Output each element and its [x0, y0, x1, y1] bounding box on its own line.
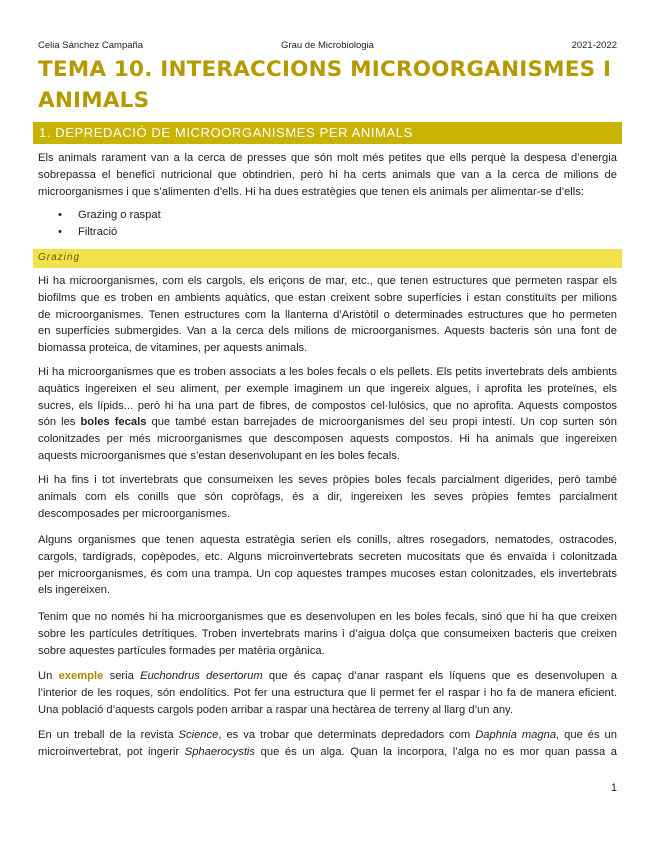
text-run: , que és un	[556, 729, 617, 741]
species-name: Sphaerocystis	[184, 745, 256, 758]
paragraph-7	[38, 727, 617, 761]
intro-paragraph	[38, 150, 617, 200]
text-run: que és un alga. Quan la incorpora, l’alga no es mor quan passa a	[255, 745, 618, 758]
header-author: Celia Sánchez Campaña	[38, 40, 144, 51]
text-line: sucres, els lípids... però hi ha una part de fibres, de compostos cel·lulòsics, que no aprofita. Aquests compostos	[38, 399, 617, 412]
species-name: Euchondrus desertorum	[140, 670, 263, 682]
text-line	[38, 744, 617, 761]
text-run: que també estan barrejades de microorganismes del seu propi intestí. Un cop surten són	[146, 416, 617, 429]
text-line: sobre les partícules detrítiques. Troben invertebrats marins i d’aigua dolça que consumeixen bacteris que creixen	[38, 627, 617, 640]
text-line: Hi ha fins i tot invertebrats que consumeixen les seves pròpies boles fecals parcialment digerides, però també	[38, 474, 617, 486]
text-line: biomassa proteica, de vitamines, per aquests animals.	[38, 342, 308, 355]
text-line	[38, 414, 617, 431]
subsection-heading: Grazing	[38, 252, 81, 263]
text-line	[38, 668, 617, 685]
page-header	[38, 40, 617, 52]
text-line: Hi ha microorganismes que es troben associats a les boles fecals o els pellets. Els petits invertebrats dels ambients	[38, 366, 617, 378]
title-line-1: TEMA 10. INTERACCIONS MICROORGANISMES I	[38, 57, 612, 82]
text-line: microorganismes i que s’alimenten d’ells. Hi ha dues estratègies que tenen els animals per alimentar-se d’ells:	[38, 185, 584, 198]
text-line: Alguns organismes que tenen aquesta estratègia serien els conills, altres rosegadors, nematodes, ostracodes,	[38, 534, 617, 546]
text-line: animals com els conills que són copròfags, és a dir, ingereixen les seves pròpies femtes parcialment	[38, 490, 617, 503]
text-line: cargols, tardígrads, copèpodes, etc. Alguns microinvertebrats secreten mucositats que és envaïda i colonitzada	[38, 550, 617, 563]
section-heading: 1. DEPREDACIÓ DE MICROORGANISMES PER ANIMALS	[39, 125, 413, 140]
strategy-list	[58, 207, 161, 241]
text-line: Els animals rarament van a la cerca de presses que són molt més petites que ells perquè la despesa d’energia	[38, 152, 617, 164]
list-item: • Filtració	[58, 224, 161, 241]
list-item: • Grazing o raspat	[58, 207, 161, 224]
header-year: 2021-2022	[571, 40, 617, 51]
text-line: aquests microorganismes que s’estan desenvolupant en les boles fecals.	[38, 449, 400, 462]
text-line: sobrepassa el benefici nutricional que obtindrien, però hi ha certs animals que van a la cerca de milions de	[38, 168, 617, 181]
example-keyword: exemple	[58, 670, 104, 682]
page-title	[38, 54, 618, 116]
text-line: descomposades per microorganismes.	[38, 507, 231, 520]
header-course: Grau de Microbiologia	[281, 40, 374, 51]
species-name: Daphnia magna	[475, 729, 557, 741]
text-line: en superfícies submergides. Van a la cerca dels milions de microorganismes. Aquests bacteris són una font de	[38, 325, 617, 338]
paragraph-6	[38, 668, 617, 718]
text-line: sobre aquestes partícules formades per matèria orgànica.	[38, 644, 325, 657]
text-line	[38, 727, 617, 744]
text-run: En un treball de la revista	[38, 729, 179, 741]
text-line: aquàtics ingereixen el seu aliment, per exemple imaginem un que ingereix algues, i aprofita les proteïnes, els	[38, 382, 617, 395]
text-run: seria	[103, 670, 141, 682]
paragraph-3	[38, 472, 617, 522]
title-line-2: ANIMALS	[38, 88, 150, 113]
page-number: 1	[610, 782, 617, 794]
text-run: Un	[38, 670, 59, 682]
text-line: l’interior de les roques, són endolítics. Pot fer una estructura que li permet fer el raspar i ho fa de manera eficient.	[38, 686, 617, 699]
text-run: microinvertebrat, pot ingerir	[38, 745, 185, 758]
text-line: per microorganismes, és com una trampa. Un cop aquestes trampes mucoses estan colonitzades, els invertebrats	[38, 567, 617, 580]
paragraph-1	[38, 273, 617, 357]
text-line: Una població d’aquests cargols poden arribar a raspar una hectàrea de terreny al llarg d’un any.	[38, 703, 513, 716]
text-run: , es va trobar que determinats depredadors com	[218, 729, 476, 741]
text-line: de microorganismes. Tenen estructures com la llanterna d’Aristòtil o determinades estructures que ho permeten	[38, 308, 617, 321]
paragraph-2	[38, 364, 617, 465]
text-line: Tenim que no només hi ha microorganismes que es desenvolupen en les boles fecals, sinó que hi ha que creixen	[38, 611, 617, 623]
bold-term: boles fecals	[80, 416, 147, 429]
paragraph-4	[38, 532, 617, 599]
text-run: són les	[38, 416, 81, 429]
subsection-heading-bar	[33, 249, 622, 268]
text-line: Hi ha microorganismes, com els cargols, els eriçons de mar, etc., que tenen estructures que permeten raspar els	[38, 275, 617, 287]
section-heading-bar	[33, 122, 622, 144]
journal-name: Science	[178, 729, 219, 741]
text-line: biofilms que es troben en ambients aquàtics, que estan creixent sobre superfícies i estan constituïts per milions	[38, 291, 617, 304]
paragraph-5	[38, 609, 617, 659]
text-line: els ingereixen.	[38, 584, 111, 597]
text-run: que és capaç d’anar raspant els líquens que es desenvolupen a	[262, 670, 617, 682]
text-line: colonitzades per més microorganismes que descomposen aquests compostos. Hi ha animals que ingereixen	[38, 433, 617, 446]
